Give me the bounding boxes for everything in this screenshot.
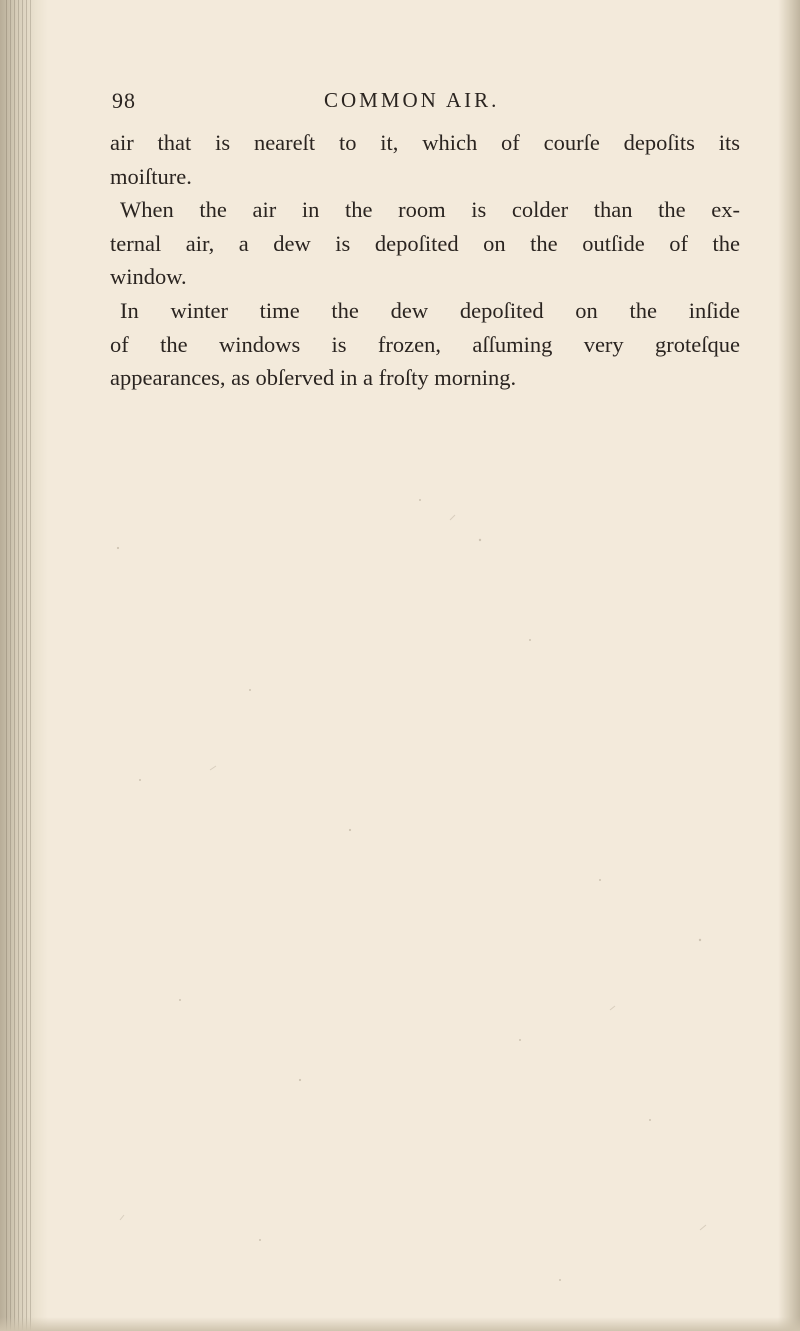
text-line: moiſture. — [110, 163, 192, 189]
text-line: of the windows is frozen, aſſuming very groteſque — [110, 331, 740, 357]
body-text — [110, 126, 740, 395]
text-line: air that is neareſt to it, which of courſe depoſits its — [110, 130, 740, 155]
page-header — [110, 86, 670, 120]
page-edge-bottom — [0, 1317, 800, 1331]
text-line: In winter time the dew depoſited on the inſide — [120, 297, 740, 323]
text-line: appearances, as obſerved in a froſty morning. — [110, 365, 517, 391]
text-line: window. — [110, 264, 187, 290]
text-line: When the air in the room is colder than the ex- — [120, 197, 740, 223]
page-number: 98 — [112, 88, 136, 113]
binding-edge — [6, 0, 34, 1331]
running-head: COMMON AIR. — [324, 88, 500, 112]
text-line: ternal air, a dew is depoſited on the outſide of the — [110, 230, 740, 256]
page-edge-right — [778, 0, 800, 1331]
